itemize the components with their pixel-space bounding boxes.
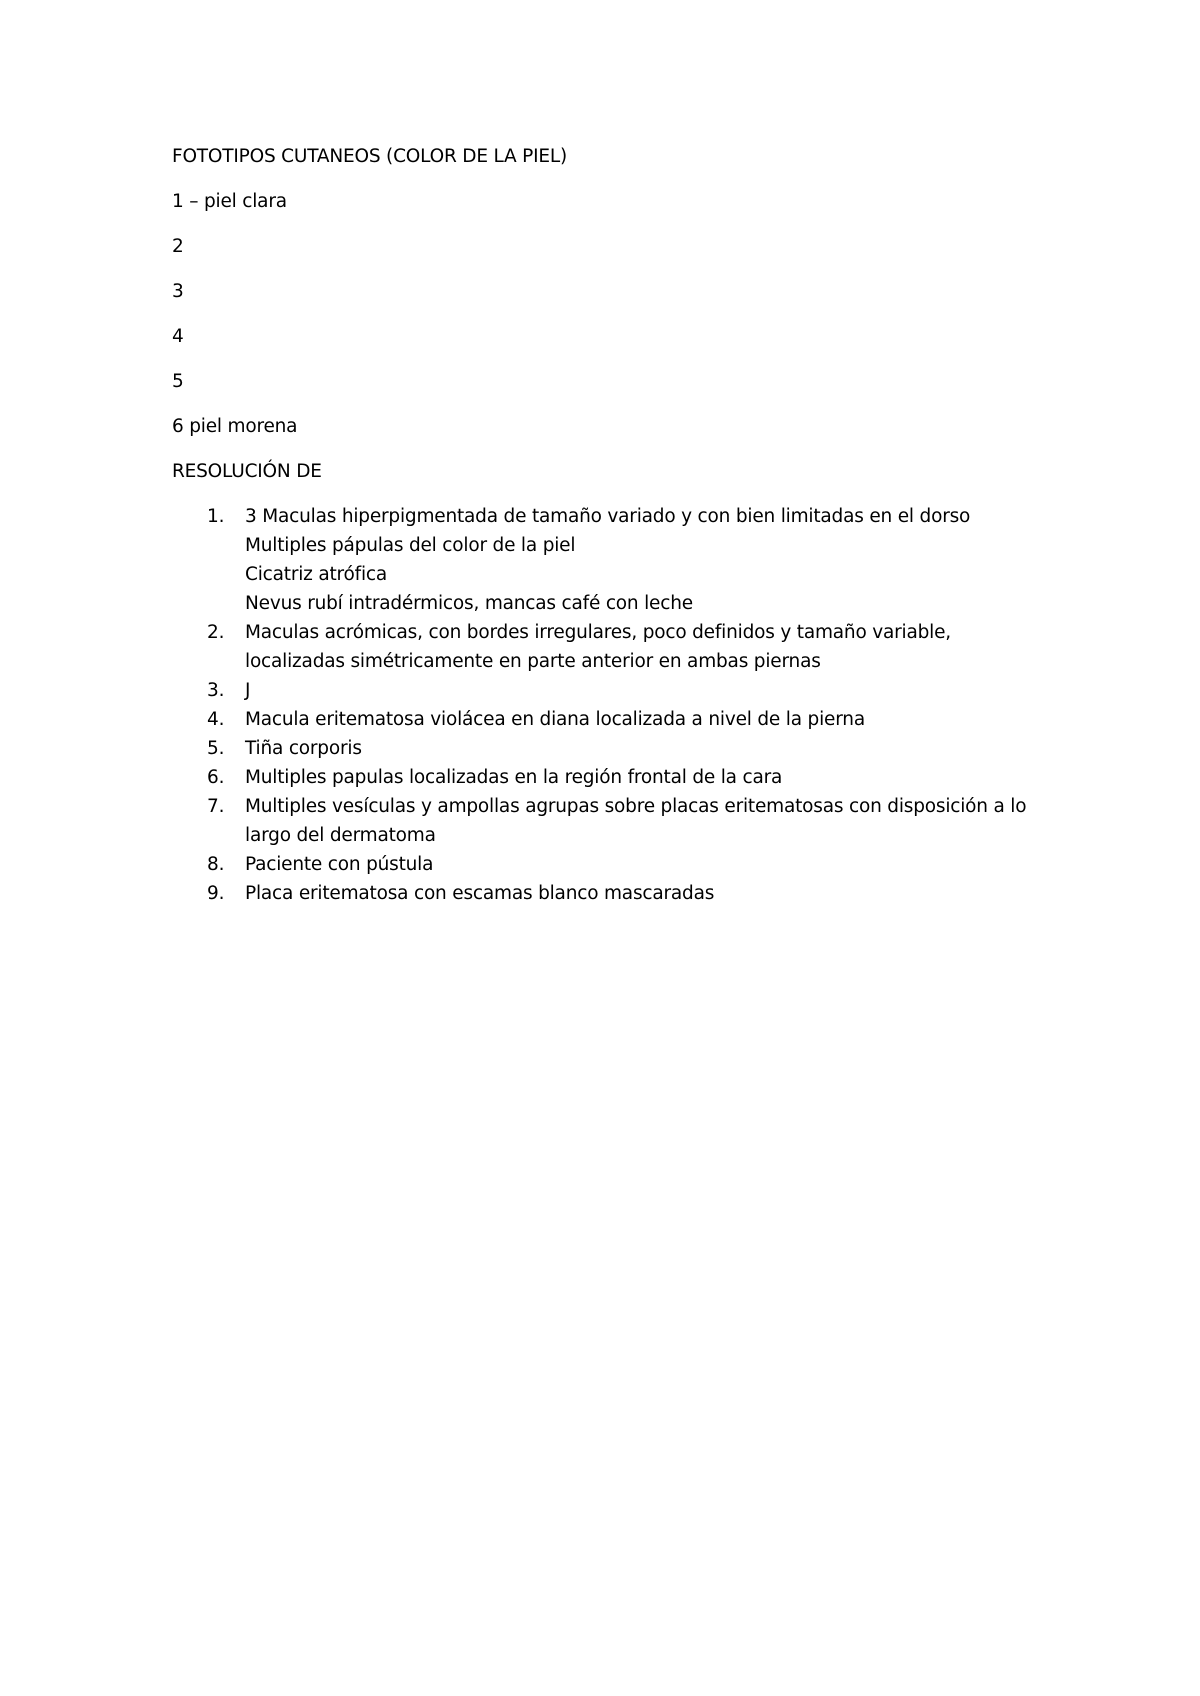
list-item-line: 3 Maculas hiperpigmentada de tamaño variado y con bien limitadas en el dorso bbox=[245, 506, 971, 527]
numbered-list bbox=[172, 502, 1052, 908]
phototype-4: 4 bbox=[172, 326, 184, 347]
list-number: 8. bbox=[207, 854, 225, 875]
phototype-5: 5 bbox=[172, 371, 184, 392]
list-item-line: Paciente con pústula bbox=[245, 854, 434, 875]
list-item bbox=[172, 705, 1052, 734]
heading-resolucion: RESOLUCIÓN DE bbox=[172, 461, 322, 482]
list-item bbox=[172, 618, 1052, 676]
list-item-line: Multiples papulas localizadas en la región frontal de la cara bbox=[245, 767, 783, 788]
phototype-6: 6 piel morena bbox=[172, 416, 298, 437]
list-item-line: J bbox=[245, 680, 251, 701]
list-item bbox=[172, 676, 1052, 705]
list-number: 2. bbox=[207, 622, 225, 643]
list-item bbox=[172, 763, 1052, 792]
list-item-line: Multiples pápulas del color de la piel bbox=[245, 535, 576, 556]
list-number: 3. bbox=[207, 680, 225, 701]
list-item bbox=[172, 792, 1052, 850]
list-item-line: Macula eritematosa violácea en diana localizada a nivel de la pierna bbox=[245, 709, 865, 730]
list-item-line: localizadas simétricamente en parte anterior en ambas piernas bbox=[245, 651, 821, 672]
list-item-line: Cicatriz atrófica bbox=[245, 564, 388, 585]
list-item-line: Maculas acrómicas, con bordes irregulares, poco definidos y tamaño variable, bbox=[245, 622, 951, 643]
list-item-line: Tiña corporis bbox=[245, 738, 362, 759]
phototype-3: 3 bbox=[172, 281, 184, 302]
list-item bbox=[172, 734, 1052, 763]
list-item-line: Nevus rubí intradérmicos, mancas café con leche bbox=[245, 593, 693, 614]
list-item bbox=[172, 879, 1052, 908]
phototype-2: 2 bbox=[172, 236, 184, 257]
list-number: 1. bbox=[207, 506, 225, 527]
list-number: 4. bbox=[207, 709, 225, 730]
list-number: 7. bbox=[207, 796, 225, 817]
list-number: 6. bbox=[207, 767, 225, 788]
list-item-line: largo del dermatoma bbox=[245, 825, 436, 846]
list-item bbox=[172, 850, 1052, 879]
heading-fototipos: FOTOTIPOS CUTANEOS (COLOR DE LA PIEL) bbox=[172, 146, 568, 167]
list-number: 5. bbox=[207, 738, 225, 759]
list-item-line: Multiples vesículas y ampollas agrupas sobre placas eritematosas con disposición a lo bbox=[245, 796, 1027, 817]
list-number: 9. bbox=[207, 883, 225, 904]
list-item-line: Placa eritematosa con escamas blanco mascaradas bbox=[245, 883, 715, 904]
list-item bbox=[172, 502, 1052, 618]
document-body bbox=[172, 142, 1052, 908]
phototype-1: 1 – piel clara bbox=[172, 191, 287, 212]
